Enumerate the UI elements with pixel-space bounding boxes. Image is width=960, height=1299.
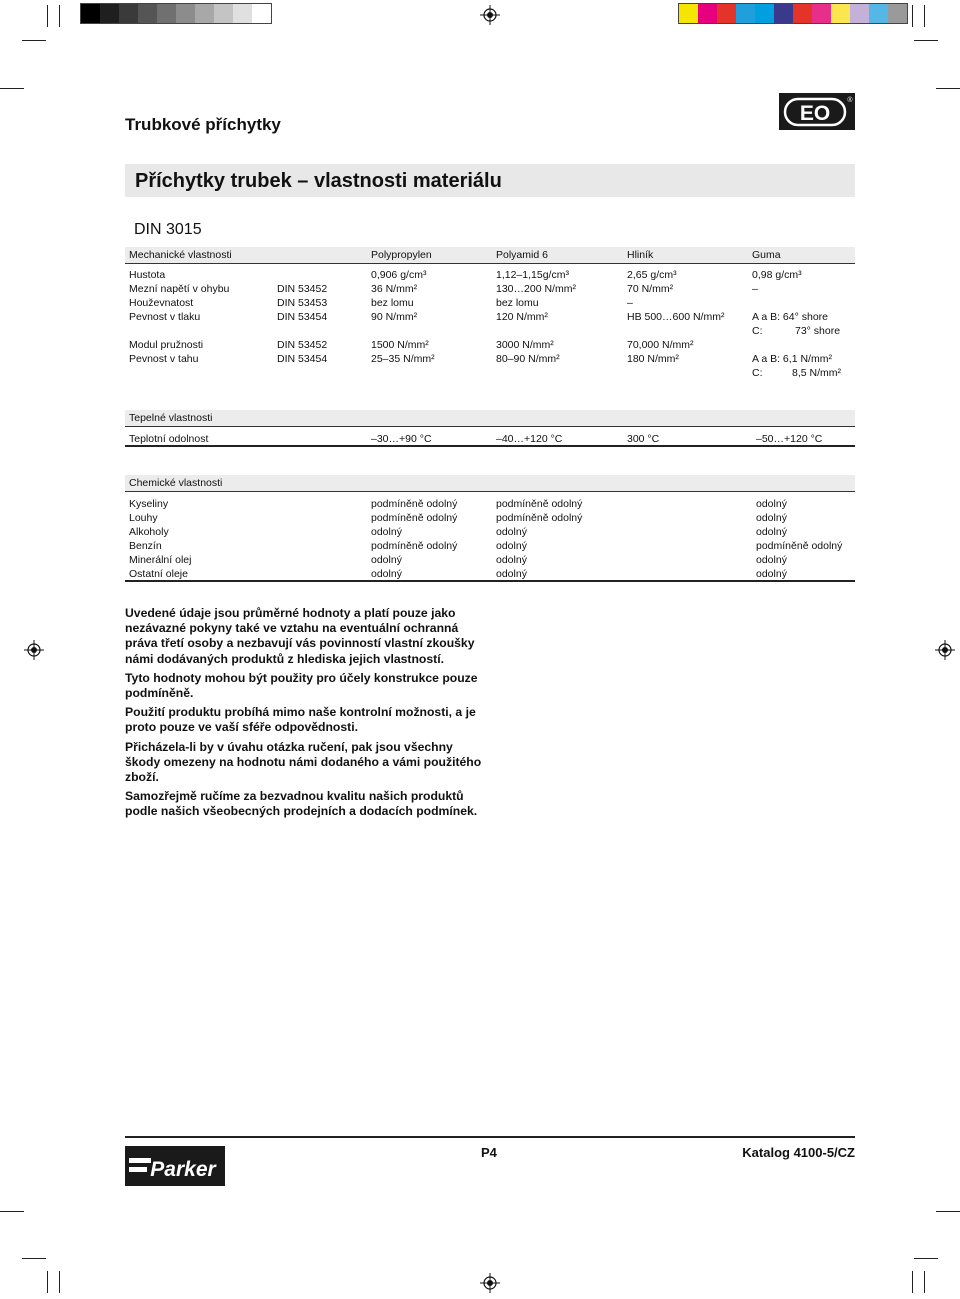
row-label: Pevnost v tlaku <box>129 311 201 323</box>
table-header <box>125 475 855 492</box>
color-swatch <box>157 4 176 23</box>
crop-mark <box>924 5 925 27</box>
cell-guma: odolný <box>756 568 787 580</box>
crop-mark <box>22 40 46 41</box>
cell-polyamid: bez lomu <box>496 297 539 309</box>
row-label: Alkoholy <box>129 526 169 538</box>
header-cell: Guma <box>752 249 781 261</box>
cell-hlinik: HB 500…600 N/mm² <box>627 311 725 323</box>
eo-logo-registered: ® <box>847 97 853 104</box>
color-swatch <box>812 4 831 23</box>
cell-polyamid: podmíněně odolný <box>496 512 583 524</box>
disclaimer-paragraph: Použití produktu probíhá mimo naše kontrolní možnosti, a je proto pouze ve vaší sféře odpovědnosti. <box>125 705 476 735</box>
row-standard: DIN 53452 <box>277 339 328 351</box>
cell-guma: podmíněně odolný <box>756 540 843 552</box>
cell-guma: – <box>752 283 758 295</box>
disclaimer-paragraph: Samozřejmě ručíme za bezvadnou kvalitu našich produktů podle našich všeobecných prodejních a dodacích podmínek. <box>125 789 478 819</box>
cell-polyamid: odolný <box>496 554 527 566</box>
row-label: Modul pružnosti <box>129 339 204 351</box>
cell-polypropylen: odolný <box>371 554 402 566</box>
cell-guma: odolný <box>756 554 787 566</box>
cell-hlinik: 180 N/mm² <box>627 353 679 365</box>
standard-label: DIN 3015 <box>134 221 202 238</box>
table-row <box>125 552 855 566</box>
cell-polypropylen: podmíněně odolný <box>371 540 458 552</box>
color-swatch <box>233 4 252 23</box>
cell-polypropylen: odolný <box>371 568 402 580</box>
cell-polypropylen: 1500 N/mm² <box>371 339 429 351</box>
cell-polyamid: 3000 N/mm² <box>496 339 554 351</box>
color-swatch <box>755 4 774 23</box>
cell-polyamid: 80–90 N/mm² <box>496 353 560 365</box>
crop-mark <box>914 40 938 41</box>
cell-guma: 0,98 g/cm³ <box>752 269 802 281</box>
row-standard: DIN 53454 <box>277 311 328 323</box>
cell-guma-c-value: 8,5 N/mm² <box>792 367 842 379</box>
chemical-properties-table <box>125 475 855 582</box>
header-cell: Tepelné vlastnosti <box>129 412 213 424</box>
table-row <box>125 337 855 351</box>
cell-polyamid: podmíněně odolný <box>496 498 583 510</box>
row-label: Kyseliny <box>129 498 169 510</box>
row-label: Minerální olej <box>129 554 192 566</box>
footer-rule <box>125 1136 855 1138</box>
cell-hlinik: 70 N/mm² <box>627 283 674 295</box>
cell-polyamid: 1,12–1,15g/cm³ <box>496 269 569 281</box>
cell-polypropylen: 36 N/mm² <box>371 283 418 295</box>
crop-mark <box>59 5 60 27</box>
table-header <box>125 410 855 427</box>
row-standard: DIN 53452 <box>277 283 328 295</box>
color-swatch <box>831 4 850 23</box>
color-swatch <box>717 4 736 23</box>
row-label: Benzín <box>129 540 162 552</box>
crop-mark <box>914 1258 938 1259</box>
crop-mark <box>912 1271 913 1293</box>
table-row <box>125 510 855 524</box>
color-swatch <box>888 4 907 23</box>
crop-mark <box>47 5 48 27</box>
row-label: Pevnost v tahu <box>129 353 199 365</box>
disclaimer-paragraph: Uvedené údaje jsou průměrné hodnoty a platí pouze jako nezávazné pokyny také ve vztahu na eventuální ochranná práva třetí osoby a nezbavují vás povinností vlastní zkoušky námi dodávaných produktů z hlediska jejich vlastností. <box>125 606 475 666</box>
cell-polyamid: 120 N/mm² <box>496 311 548 323</box>
color-swatch <box>100 4 119 23</box>
color-swatch <box>869 4 888 23</box>
registration-mark-icon <box>480 5 500 25</box>
color-swatch <box>176 4 195 23</box>
row-label: Houževnatost <box>129 297 194 309</box>
cell-polypropylen: 90 N/mm² <box>371 311 418 323</box>
cell-guma: odolný <box>756 526 787 538</box>
eo-logo <box>779 93 855 130</box>
color-swatch <box>195 4 214 23</box>
parker-logo-icon <box>125 1146 225 1186</box>
row-label: Ostatní oleje <box>129 568 188 580</box>
cell-polypropylen: 25–35 N/mm² <box>371 353 435 365</box>
table-row <box>125 309 855 337</box>
parker-logo-text: Parker <box>150 1158 216 1181</box>
color-swatch <box>81 4 100 23</box>
cell-polyamid: odolný <box>496 526 527 538</box>
disclaimer-paragraph: Tyto hodnoty mohou být použity pro účely konstrukce pouze podmíněně. <box>125 670 478 701</box>
header-cell: Hliník <box>627 249 654 261</box>
row-label: Mezní napětí v ohybu <box>129 283 230 295</box>
cell-polypropylen: 0,906 g/cm³ <box>371 269 427 281</box>
registration-mark-icon <box>935 640 955 660</box>
cell-guma: A a B: 64° shore <box>752 311 828 323</box>
table-row <box>125 538 855 552</box>
cell-guma-c-value: 73° shore <box>795 325 841 337</box>
color-swatch <box>698 4 717 23</box>
cell-hlinik: 300 °C <box>627 433 660 445</box>
row-standard: DIN 53454 <box>277 353 328 365</box>
title-banner <box>125 164 855 197</box>
crop-mark <box>936 1211 960 1212</box>
color-swatch <box>774 4 793 23</box>
crop-mark <box>0 88 24 89</box>
header-cell: Polypropylen <box>371 249 432 261</box>
table-header <box>125 247 855 264</box>
cell-guma: odolný <box>756 498 787 510</box>
cmyk-color-bar <box>678 3 908 24</box>
row-label: Teplotní odolnost <box>129 433 209 445</box>
table-row <box>125 351 855 379</box>
disclaimer-paragraph: Přicházela-li by v úvahu otázka ručení, pak jsou všechny škody omezeny na hodnotu námi dodaného a vámi použitého zboží. <box>125 739 482 785</box>
cell-polyamid: 130…200 N/mm² <box>496 283 576 295</box>
row-label: Hustota <box>129 269 166 281</box>
color-swatch <box>850 4 869 23</box>
color-swatch <box>736 4 755 23</box>
registration-mark-icon <box>480 1273 500 1293</box>
header-cell: Polyamid 6 <box>496 249 548 261</box>
table-row <box>125 431 855 445</box>
color-swatch <box>119 4 138 23</box>
crop-mark <box>936 88 960 89</box>
color-swatch <box>679 4 698 23</box>
mechanical-properties-table <box>125 247 855 379</box>
crop-mark <box>47 1271 48 1293</box>
disclaimer <box>125 606 485 824</box>
row-label: Louhy <box>129 512 158 524</box>
cell-guma: –50…+120 °C <box>756 433 823 445</box>
crop-mark <box>59 1271 60 1293</box>
crop-mark <box>912 5 913 27</box>
color-swatch <box>138 4 157 23</box>
cell-polypropylen: podmíněně odolný <box>371 498 458 510</box>
page-title: Příchytky trubek – vlastnosti materiálu <box>135 170 502 192</box>
crop-mark <box>924 1271 925 1293</box>
cell-polypropylen: –30…+90 °C <box>371 433 432 445</box>
table-bottom-rule <box>125 445 855 447</box>
cell-hlinik: 70,000 N/mm² <box>627 339 694 351</box>
thermal-properties-table <box>125 410 855 447</box>
grayscale-color-bar <box>80 3 272 24</box>
table-row <box>125 524 855 538</box>
color-swatch <box>793 4 812 23</box>
cell-hlinik: 2,65 g/cm³ <box>627 269 677 281</box>
eo-logo-text: EO <box>799 102 831 125</box>
header-cell: Mechanické vlastnosti <box>129 249 232 261</box>
table-row <box>125 295 855 309</box>
cell-polyamid: –40…+120 °C <box>496 433 563 445</box>
cell-polyamid: odolný <box>496 568 527 580</box>
row-standard: DIN 53453 <box>277 297 328 309</box>
cell-polyamid: odolný <box>496 540 527 552</box>
color-swatch <box>252 4 271 23</box>
section-title: Trubkové příchytky <box>125 115 281 134</box>
eo-logo-icon <box>779 93 855 130</box>
cell-polypropylen: podmíněně odolný <box>371 512 458 524</box>
table-row <box>125 281 855 295</box>
table-row <box>125 267 855 281</box>
color-swatch <box>214 4 233 23</box>
parker-logo <box>125 1146 225 1186</box>
page-number: P4 <box>481 1145 497 1160</box>
crop-mark <box>22 1258 46 1259</box>
header-cell: Chemické vlastnosti <box>129 477 223 489</box>
table-row <box>125 566 855 580</box>
cell-guma-c-label: C: <box>752 367 763 379</box>
cell-hlinik: – <box>627 297 633 309</box>
cell-guma-c-label: C: <box>752 325 763 337</box>
registration-mark-icon <box>24 640 44 660</box>
cell-guma: odolný <box>756 512 787 524</box>
cell-polypropylen: bez lomu <box>371 297 414 309</box>
crop-mark <box>0 1211 24 1212</box>
catalog-number: Katalog 4100-5/CZ <box>742 1145 855 1160</box>
cell-guma: A a B: 6,1 N/mm² <box>752 353 832 365</box>
table-bottom-rule <box>125 580 855 582</box>
table-row <box>125 496 855 510</box>
cell-polypropylen: odolný <box>371 526 402 538</box>
